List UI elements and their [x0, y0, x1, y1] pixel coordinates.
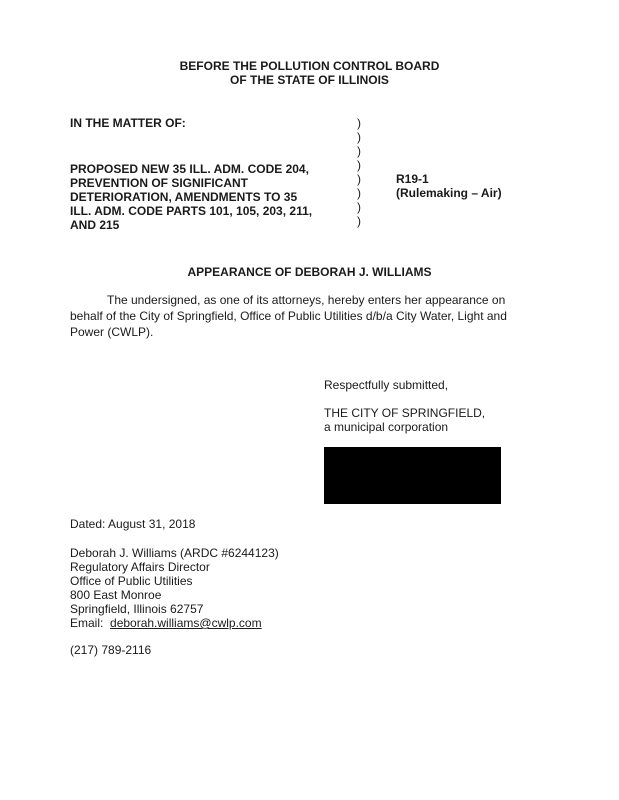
- in-the-matter-label: IN THE MATTER OF:: [70, 116, 186, 130]
- matter-line: ILL. ADM. CODE PARTS 101, 105, 203, 211,: [70, 204, 313, 218]
- paren: ): [357, 172, 361, 186]
- paren: ): [357, 158, 361, 172]
- paren: ): [357, 214, 361, 228]
- matter-line: PROPOSED NEW 35 ILL. ADM. CODE 204,: [70, 162, 309, 176]
- paren: ): [357, 116, 361, 130]
- case-number: R19-1: [396, 172, 429, 186]
- respectfully-submitted: Respectfully submitted,: [324, 378, 449, 392]
- date-line: Dated: August 31, 2018: [70, 517, 196, 531]
- appearance-title: APPEARANCE OF DEBORAH J. WILLIAMS: [187, 265, 432, 279]
- paren: ): [357, 186, 361, 200]
- matter-line: DETERIORATION, AMENDMENTS TO 35: [70, 190, 298, 204]
- header-line-1: BEFORE THE POLLUTION CONTROL BOARD: [179, 59, 440, 73]
- header-line-2: OF THE STATE OF ILLINOIS: [230, 73, 389, 87]
- matter-line: PREVENTION OF SIGNIFICANT: [70, 176, 249, 190]
- contact-city: Springfield, Illinois 62757: [70, 602, 204, 616]
- matter-line: AND 215: [70, 218, 120, 232]
- caption-parentheses: [357, 116, 361, 228]
- appearance-body: The undersigned, as one of its attorneys, hereby enters her appearance on behalf of the City of Springfield, Office of Public Utilities d/b/a City Water, Light and Power (CWLP).: [70, 293, 507, 339]
- case-type: (Rulemaking – Air): [396, 186, 502, 200]
- redacted-signature-block: [324, 447, 501, 504]
- case-info: [396, 172, 502, 200]
- contact-title: Regulatory Affairs Director: [70, 560, 210, 574]
- contact-office: Office of Public Utilities: [70, 574, 193, 588]
- matter-caption: [70, 116, 312, 232]
- signing-party: THE CITY OF SPRINGFIELD,: [324, 406, 486, 420]
- contact-name: Deborah J. Williams (ARDC #6244123): [70, 546, 279, 560]
- contact-block: [70, 546, 279, 630]
- email-label: Email:: [70, 616, 104, 630]
- document-header: [0, 59, 619, 87]
- signing-party-description: a municipal corporation: [324, 420, 449, 434]
- contact-street: 800 East Monroe: [70, 588, 162, 602]
- paren: ): [357, 130, 361, 144]
- paren: ): [357, 144, 361, 158]
- paren: ): [357, 200, 361, 214]
- contact-email-line: [70, 616, 279, 630]
- email-link[interactable]: deborah.williams@cwlp.com: [110, 616, 262, 630]
- contact-phone: (217) 789-2116: [70, 643, 152, 657]
